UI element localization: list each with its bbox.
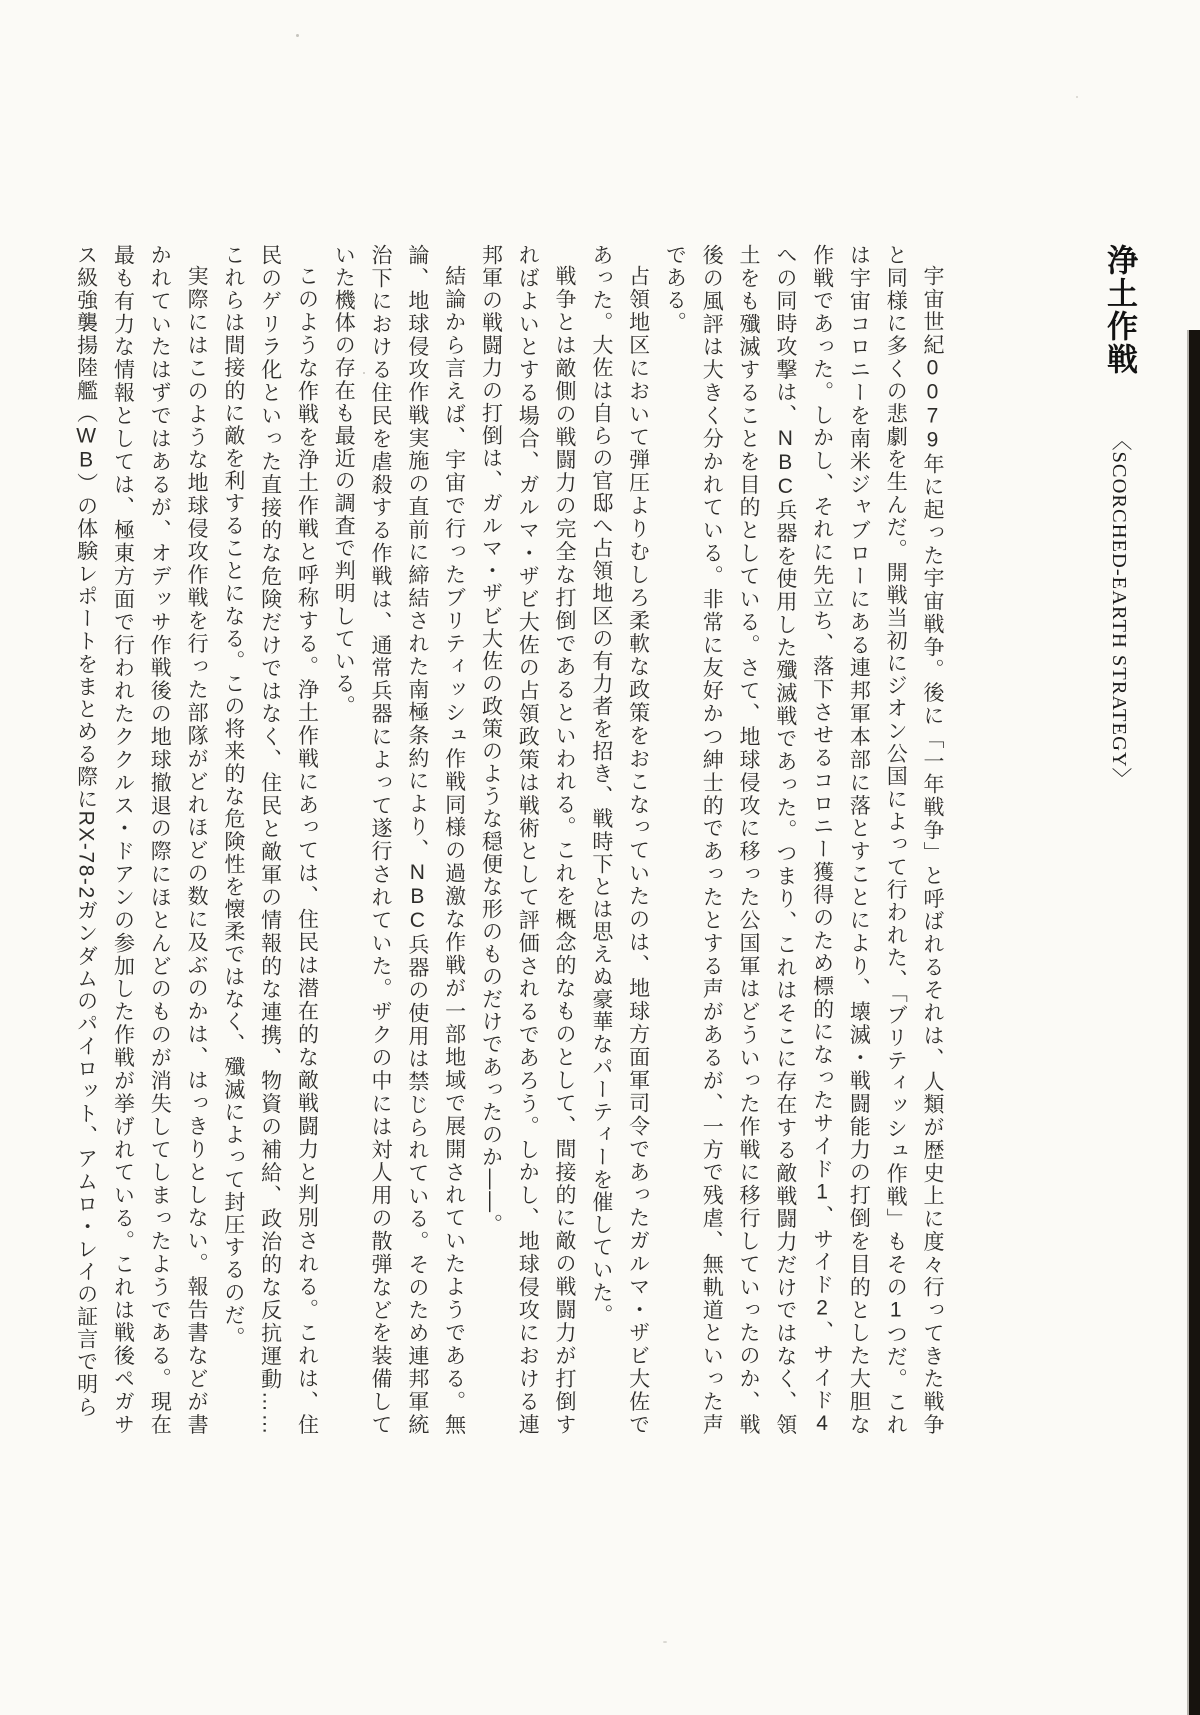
- scan-speck: [663, 1641, 667, 1643]
- paragraph-2: 占領地区において弾圧よりむしろ柔軟な政策をおこなっていたのは、地球方面軍司令であったガルマ・ザビ大佐であった。大佐は自らの官邸へ占領地区の有力者を招き、戦時下とは思えぬ豪華なパーティーを催していた。: [589, 244, 650, 1436]
- article-title: 浄土作戦: [1102, 244, 1137, 376]
- paragraph-6: 実際にはこのような地球侵攻作戦を行った部隊がどれほどの数に及ぶのかは、はっきりとしない。報告書などが書かれていたはずではあるが、オデッサ作戦後の地球撤退の際にほとんどのものが消失してしまったようである。現在最も有力な情報としては、極東方面で行われたククルス・ドアンの参加した作戦が挙げれている。これは戦後ペガサス級強襲揚陸艦（WB）の体験レポートをまとめる際にRX-78-2ガンダムのパイロット、アムロ・レイの証言で明ら: [74, 244, 209, 1436]
- paragraph-5: このような作戦を浄土作戦と呼称する。浄土作戦にあっては、住民は潜在的な敵戦闘力と判別される。これは、住民のゲリラ化といった直接的な危険だけではなく、住民と敵軍の情報的な連携、物資の補給、政治的な反抗運動……これらは間接的に敵を利することになる。この将来的な危険性を懐柔ではなく、殲滅によって封圧するのだ。: [221, 244, 319, 1436]
- article-subtitle-english: 〈SCORCHED-EARTH STRATEGY〉: [1108, 430, 1130, 790]
- scan-speck: [1076, 96, 1078, 98]
- paragraph-4: 結論から言えば、宇宙で行ったブリティッシュ作戦同様の過激な作戦が一部地域で展開されていたようである。無論、地球侵攻作戦実施の直前に締結された南極条約により、NBC兵器の使用は禁じられている。そのため連邦軍統治下における住民を虐殺する作戦は、通常兵器によって遂行されていた。ザクの中には対人用の散弾などを装備していた機体の存在も最近の調査で判明している。: [332, 244, 466, 1436]
- paragraph-3: 戦争とは敵側の戦闘力の完全な打倒であるといわれる。これを概念的なものとして、間接的に敵の戦闘力が打倒すればよいとする場合、ガルマ・ザビ大佐の占領政策は戦術として評価されるであろう。しかし、地球侵攻における連邦軍の戦闘力の打倒は、ガルマ・ザビ大佐の政策のような穏便な形のものだけであったのか――。: [479, 244, 577, 1436]
- title-column: [1097, 244, 1142, 1494]
- scan-gutter-bar: [1189, 330, 1200, 1715]
- article-body: [54, 244, 950, 1436]
- scan-speck: [296, 34, 299, 37]
- paragraph-1: 宇宙世紀0079年に起った宇宙戦争。後に「一年戦争」と呼ばれるそれは、人類が歴史上に度々行ってきた戦争と同様に多くの悲劇を生んだ。開戦当初にジオン公国によって行われた、「ブリティッシュ作戦」もその1つだ。これは宇宙コロニーを南米ジャブローにある連邦軍本部に落とすことにより、壊滅・戦闘能力の打倒を目的とした大胆な作戦であった。しかし、それに先立ち、落下させるコロニー獲得のため標的になったサイド1、サイド2、サイド4への同時攻撃は、NBC兵器を使用した殲滅戦であった。つまり、これはそこに存在する敵戦闘力だけではなく、領土をも殲滅することを目的としている。さて、地球侵攻に移った公国軍はどういった作戦に移行していったのか、戦後の風評は大きく分かれている。非常に友好かつ紳士的であったとする声があるが、一方で残虐、無軌道といった声である。: [663, 244, 944, 1437]
